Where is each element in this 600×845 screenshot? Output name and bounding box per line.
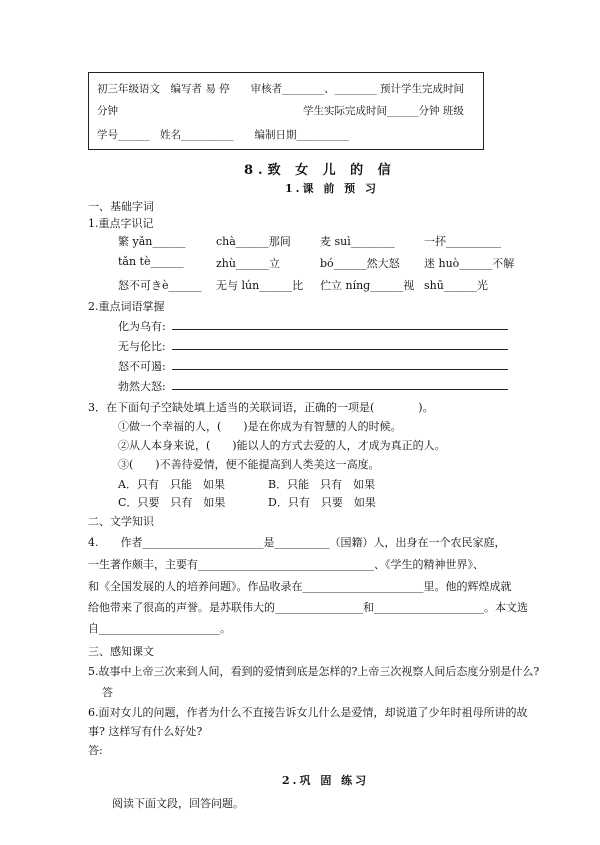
char-item: 无与 lún______比 bbox=[216, 279, 304, 292]
char-item: 一抔__________ bbox=[424, 235, 501, 248]
section-preview-title: 1.课 前 预 习 bbox=[285, 182, 379, 195]
option-c: C．只要 只有 如果 bbox=[118, 496, 226, 509]
part1-heading: 一、基础字词 bbox=[88, 200, 154, 213]
q3-sentence-2: ②从人本身来说，( )能以人的方式去爱的人，才成为真正的人。 bbox=[118, 439, 446, 452]
char-item: tǎn tè______ bbox=[118, 255, 184, 268]
reading-instruction: 阅读下面文段，回答问题。 bbox=[112, 797, 244, 810]
char-item: 伫立 nínɡ______视 bbox=[320, 279, 415, 292]
q5-question: 5.故事中上帝三次来到人间，看到的爱情到底是怎样的?上帝三次视察人间后态度分别是什么? bbox=[88, 665, 540, 678]
word-item: 化为乌有: bbox=[118, 320, 166, 333]
header-line-2: 分钟 bbox=[97, 105, 118, 117]
header-line-1: 初三年级语文 编写者 易 停 审核者________、________ 预计学生完成时间 bbox=[97, 83, 465, 95]
char-item: 麦 suì________ bbox=[320, 235, 395, 248]
option-b: B．只能 只有 如果 bbox=[268, 478, 376, 491]
section-practice-title: 2.巩 固 练习 bbox=[282, 774, 370, 787]
q1-label: 1.重点字识记 bbox=[88, 217, 154, 230]
header-box bbox=[88, 72, 484, 150]
option-d: D．只有 只要 如果 bbox=[268, 496, 376, 509]
answer-line bbox=[172, 369, 508, 370]
char-item: chà______那间 bbox=[216, 235, 291, 248]
literature-line-1: 4. 作者______________________是__________（国籍）人，出身在一个农民家庭， bbox=[88, 536, 506, 549]
literature-line-3: 和《全国发展的人的培养问题》。作品收录在______________________里。他的辉煌成就 bbox=[88, 580, 512, 593]
answer-line bbox=[172, 389, 508, 390]
char-item: shū______光 bbox=[424, 279, 488, 292]
part2-heading: 二、文学知识 bbox=[88, 515, 154, 528]
header-line-4: 学号______ 姓名__________ 编制日期__________ bbox=[97, 129, 349, 141]
char-item: 怒不可きè______ bbox=[118, 279, 202, 292]
q2-label: 2.重点词语掌握 bbox=[88, 300, 165, 313]
option-a: A．只有 只能 如果 bbox=[118, 478, 225, 491]
char-item: bó______然大怒 bbox=[320, 257, 400, 270]
header-line-3: 学生实际完成时间______分钟 班级 bbox=[303, 105, 464, 117]
word-item: 勃然大怒: bbox=[118, 380, 166, 393]
answer-line bbox=[172, 329, 508, 330]
q3-question: 3．在下面句子空缺处填上适当的关联词语，正确的一项是( )。 bbox=[88, 401, 434, 414]
literature-line-5: 自______________________。 bbox=[88, 622, 231, 635]
char-item: 繁 yǎn______ bbox=[118, 235, 186, 248]
char-item: 迷 huò______不解 bbox=[424, 257, 515, 270]
word-item: 怒不可遏: bbox=[118, 360, 166, 373]
q3-sentence-1: ①做一个幸福的人，( )是在你成为有智慧的人的时候。 bbox=[118, 420, 402, 433]
part3-heading: 三、感知课文 bbox=[88, 645, 154, 658]
char-item: zhù______立 bbox=[216, 257, 280, 270]
word-item: 无与伦比: bbox=[118, 340, 166, 353]
q6-question-line-2: 事? 这样写有什么好处? bbox=[88, 725, 203, 738]
q5-answer-label: 答 bbox=[102, 686, 113, 699]
literature-line-2: 一生著作颇丰，主要有________________________________、《学生的精神世界》、 bbox=[88, 558, 484, 571]
q6-answer-label: 答: bbox=[88, 744, 103, 757]
literature-line-4: 给他带来了很高的声誉。是苏联伟大的________________和____________________。本文选 bbox=[88, 601, 528, 614]
q3-sentence-3: ③( )不善待爱情，便不能提高到人类美这一高度。 bbox=[118, 458, 380, 471]
q6-question-line-1: 6.面对女儿的问题，作者为什么不直接告诉女儿什么是爱情，却说道了少年时祖母所讲的故 bbox=[88, 706, 528, 719]
page-title: 8.致 女 儿 的 信 bbox=[244, 163, 396, 178]
answer-line bbox=[172, 349, 508, 350]
